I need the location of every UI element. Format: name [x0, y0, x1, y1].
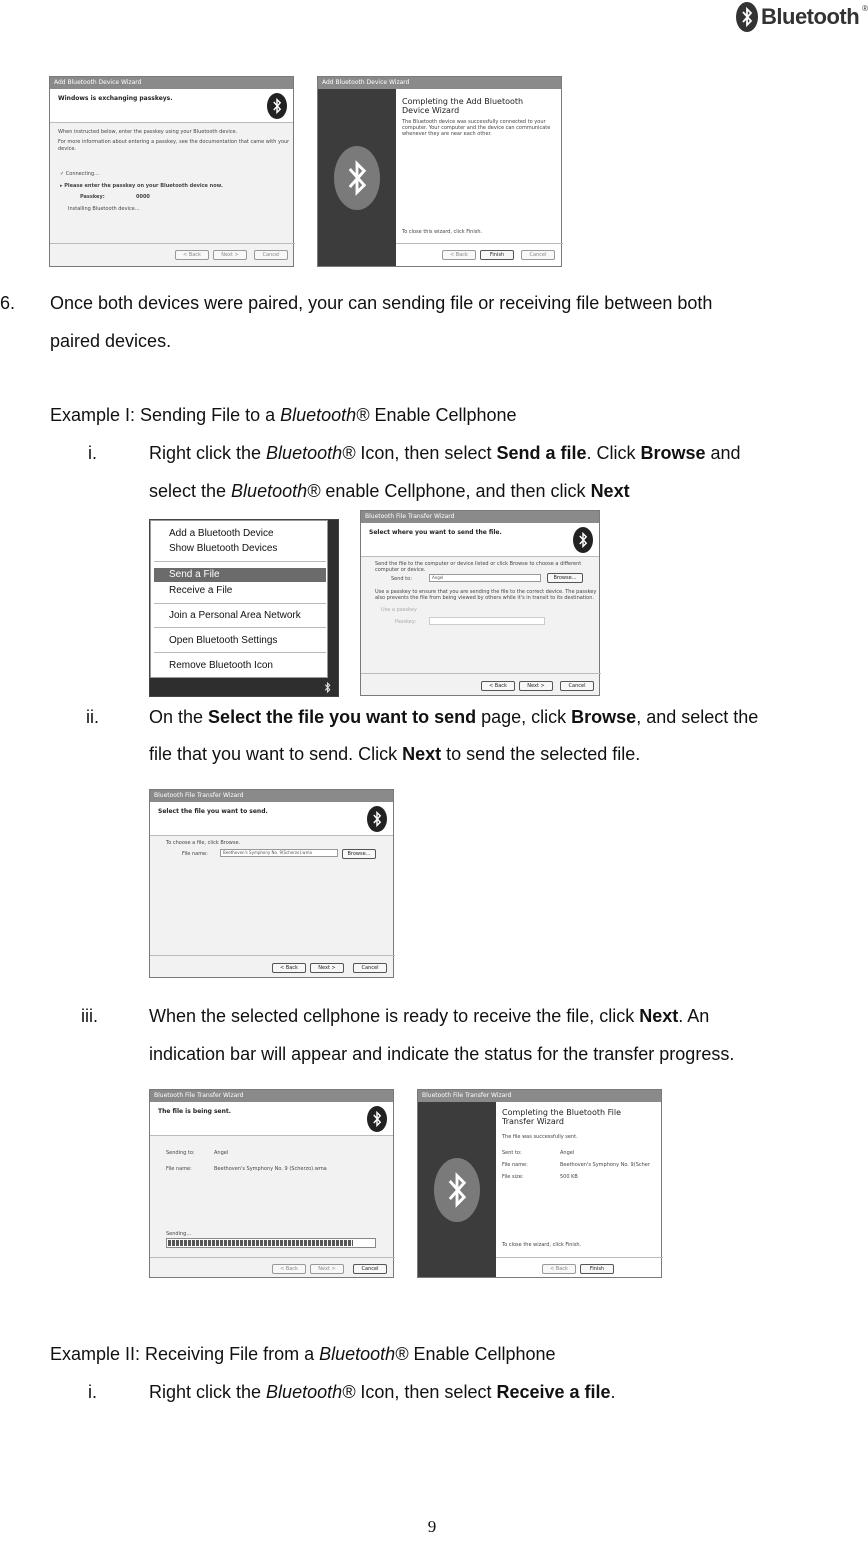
step-number: ii. [86, 707, 99, 727]
dialog-title: Add Bluetooth Device Wizard [318, 77, 561, 89]
select-device-screenshot [360, 510, 600, 696]
step-text: When the selected cellphone is ready to receive the file, click Next. An [149, 1006, 710, 1026]
dialog-text: computer. Your computer and the device can communicate [402, 125, 551, 131]
sending-to-value: Angel [214, 1150, 229, 1156]
dialog-title: Bluetooth File Transfer Wizard [150, 1090, 393, 1102]
file-name-field: Beethoven's Symphony No. 9(Scherzo).wma [220, 849, 338, 857]
menu-item-add-device: Add a Bluetooth Device [169, 528, 274, 539]
progress-label: Sending... [166, 1231, 192, 1237]
step-text: indication bar will appear and indicate the status for the transfer progress. [149, 1044, 735, 1064]
send-to-label: Send to: [391, 576, 412, 582]
example-2-heading: Example II: Receiving File from a Bluetooth® Enable Cellphone [50, 1344, 556, 1364]
menu-item-open-settings: Open Bluetooth Settings [169, 635, 278, 646]
sent-to-value: Angel [560, 1150, 575, 1156]
back-button: < Back [442, 250, 476, 260]
sending-file-screenshot [149, 1089, 394, 1278]
browse-button: Browse... [342, 849, 376, 859]
menu-item-join-pan: Join a Personal Area Network [169, 610, 301, 621]
bluetooth-icon [736, 2, 758, 32]
next-button: Next > [213, 250, 247, 260]
browse-button: Browse... [547, 573, 583, 583]
next-button: Next > [310, 1264, 344, 1274]
file-name-label: File name: [166, 1166, 192, 1172]
pairing-complete-screenshot [317, 76, 562, 267]
page-number: 9 [427, 1517, 437, 1536]
progress-fill [168, 1240, 353, 1246]
dialog-title: Bluetooth File Transfer Wizard [361, 511, 599, 523]
file-name-label: File name: [502, 1162, 528, 1168]
dialog-heading: Completing the Add Bluetooth Device Wizard [402, 97, 524, 115]
menu-item-receive-file: Receive a File [169, 585, 233, 596]
send-to-field: Angel [429, 574, 541, 582]
file-name-value: Beethoven's Symphony No. 9 (Scherzo).wma [214, 1166, 327, 1172]
menu-item-remove-icon: Remove Bluetooth Icon [169, 660, 273, 671]
dialog-text: computer or device. [375, 567, 426, 573]
dialog-text: When instructed below, enter the passkey using your Bluetooth device. [58, 129, 238, 135]
dialog-title: Bluetooth File Transfer Wizard [150, 790, 393, 802]
dialog-title: Bluetooth File Transfer Wizard [418, 1090, 661, 1102]
cancel-button: Cancel [521, 250, 555, 260]
passkey-field [429, 617, 545, 625]
select-file-screenshot [149, 789, 394, 978]
step-number: i. [88, 1382, 97, 1402]
dialog-header: Windows is exchanging passkeys. [58, 95, 173, 102]
menu-item-send-file: Send a File [154, 568, 326, 582]
step-text: Right click the Bluetooth® Icon, then select Send a file. Click Browse and [149, 443, 741, 463]
brand-tm: ® [862, 4, 868, 13]
cancel-button: Cancel [353, 1264, 387, 1274]
step-text: On the Select the file you want to send page, click Browse, and select the [149, 707, 759, 727]
passkey-label: Passkey: [395, 619, 417, 625]
back-button: < Back [272, 1264, 306, 1274]
back-button: < Back [272, 963, 306, 973]
paragraph-line: paired devices. [50, 331, 172, 351]
dialog-step: ▸ Please enter the passkey on your Bluetooth device now. [60, 183, 223, 189]
dialog-header: Select the file you want to send. [158, 808, 268, 815]
bluetooth-icon [334, 146, 380, 210]
bluetooth-icon [267, 93, 287, 119]
brand-name: Bluetooth [761, 4, 860, 29]
transfer-complete-screenshot [417, 1089, 662, 1278]
dialog-step: ✓ Connecting... [60, 171, 99, 177]
file-size-value: 500 KB [560, 1174, 578, 1180]
pairing-dialog-screenshot [49, 76, 294, 267]
dialog-text: To close this wizard, click Finish. [402, 229, 483, 235]
cancel-button: Cancel [353, 963, 387, 973]
context-menu-screenshot [149, 519, 339, 697]
dialog-text: To close the wizard, click Finish. [502, 1242, 582, 1248]
file-size-label: File size: [502, 1174, 524, 1180]
sent-to-label: Sent to: [502, 1150, 522, 1156]
transfer-progress-bar [166, 1238, 376, 1248]
dialog-text: Send the file to the computer or device listed or click Browse to choose a different [375, 561, 582, 567]
cancel-button: Cancel [254, 250, 288, 260]
dialog-text: The Bluetooth device was successfully connected to your [402, 119, 546, 125]
back-button: < Back [481, 681, 515, 691]
bluetooth-logo [736, 2, 868, 32]
dialog-header: Select where you want to send the file. [369, 529, 502, 536]
example-1-heading: Example I: Sending File to a Bluetooth® Enable Cellphone [50, 405, 517, 425]
bluetooth-icon [367, 1106, 387, 1132]
paragraph-line: Once both devices were paired, your can sending file or receiving file between both [50, 293, 713, 313]
bluetooth-icon [367, 806, 387, 832]
passkey-value: 0000 [136, 194, 150, 200]
cancel-button: Cancel [560, 681, 594, 691]
back-button: < Back [542, 1264, 576, 1274]
back-button: < Back [175, 250, 209, 260]
item-number: 6. [0, 293, 16, 313]
menu-item-show-devices: Show Bluetooth Devices [169, 543, 278, 554]
step-text: Right click the Bluetooth® Icon, then select Receive a file. [149, 1382, 616, 1402]
file-name-label: File name: [182, 851, 208, 857]
dialog-text: For more information about entering a passkey, see the documentation that came with your [58, 139, 290, 145]
dialog-text: whenever they are near each other. [402, 131, 492, 137]
dialog-text: also prevents the file from being viewed by others while it's in transit to its destination. [375, 595, 594, 601]
dialog-step: Installing Bluetooth device... [68, 206, 140, 212]
bluetooth-icon [573, 527, 593, 553]
dialog-heading: Completing the Bluetooth File Transfer Wizard [502, 1108, 621, 1126]
finish-button: Finish [580, 1264, 614, 1274]
bluetooth-tray-icon [322, 680, 332, 694]
sending-to-label: Sending to: [166, 1150, 195, 1156]
next-button: Next > [519, 681, 553, 691]
step-text: file that you want to send. Click Next to send the selected file. [149, 744, 641, 764]
next-button: Next > [310, 963, 344, 973]
finish-button: Finish [480, 250, 514, 260]
bluetooth-icon [434, 1158, 480, 1222]
use-passkey-checkbox: Use a passkey [381, 607, 417, 613]
step-text: select the Bluetooth® enable Cellphone, and then click Next [149, 481, 630, 501]
passkey-label: Passkey: [80, 194, 105, 200]
dialog-text: Use a passkey to ensure that you are sending the file to the correct device. The passkey [375, 589, 597, 595]
dialog-text: device. [58, 146, 77, 152]
dialog-text: To choose a file, click Browse. [166, 840, 241, 846]
dialog-text: The file was successfully sent. [502, 1134, 578, 1140]
step-number: iii. [81, 1006, 98, 1026]
step-number: i. [88, 443, 97, 463]
dialog-title: Add Bluetooth Device Wizard [50, 77, 293, 89]
dialog-header: The file is being sent. [158, 1108, 232, 1115]
file-name-value: Beethoven's Symphony No. 9(Scher [560, 1162, 650, 1168]
